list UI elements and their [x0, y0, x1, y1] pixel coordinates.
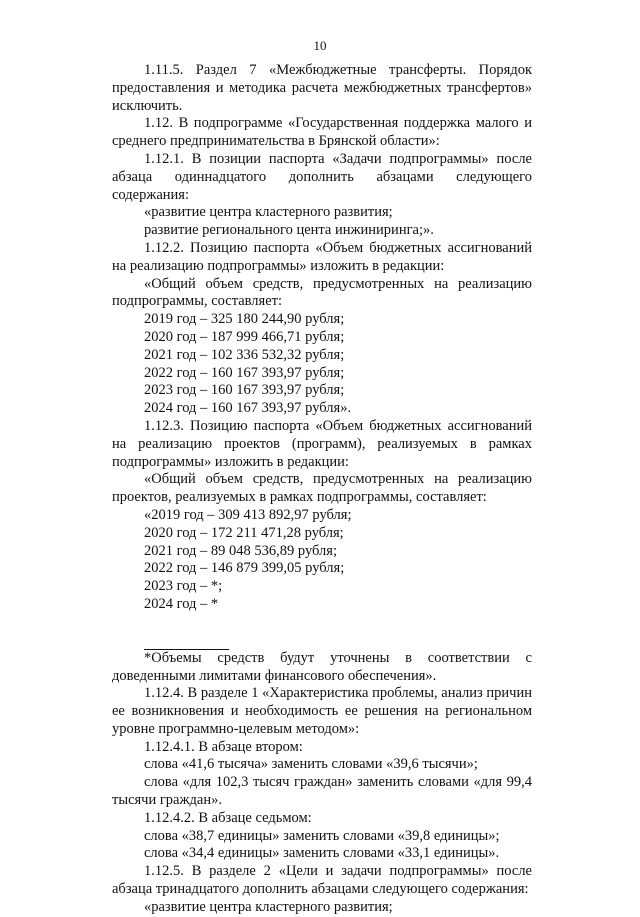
- paragraph: «2019 год – 309 413 892,97 рубля;: [144, 506, 352, 523]
- paragraph: 2020 год – 172 211 471,28 рубля;: [144, 524, 344, 541]
- paragraph: «Общий объем средств, предусмотренных на реализацию подпрограммы, составляет:: [112, 275, 532, 310]
- paragraph: 1.12.5. В разделе 2 «Цели и задачи подпрограммы» после абзаца тринадцатого дополнить абзацами следующего содержания:: [112, 863, 532, 898]
- page-number: 10: [313, 38, 327, 53]
- paragraph: 2023 год – 160 167 393,97 рубля;: [144, 382, 345, 399]
- paragraph: развитие регионального цента инжиниринга;».: [144, 222, 434, 239]
- paragraph: 1.12. В подпрограмме «Государственная поддержка малого и среднего предпринимательства в Брянской области»:: [112, 115, 532, 150]
- paragraph: «развитие центра кластерного развития;: [144, 204, 393, 221]
- paragraph: 1.11.5. Раздел 7 «Межбюджетные трансферты. Порядок предоставления и методика расчета межбюджетных трансфертов» исключить.: [112, 62, 532, 114]
- paragraph: 2022 год – 160 167 393,97 рубля;: [144, 364, 345, 381]
- paragraph: 1.12.3. Позицию паспорта «Объем бюджетных ассигнований на реализацию проектов (программ), реализуемых в рамках подпрограммы» изложить в редакции:: [112, 417, 532, 470]
- paragraph: *Объемы средств будут уточнены в соответствии с доведенными лимитами финансового обеспечения».: [112, 649, 532, 684]
- paragraph: 2021 год – 89 048 536,89 рубля;: [144, 542, 337, 559]
- paragraph: 1.12.4.2. В абзаце седьмом:: [144, 809, 312, 826]
- paragraph: слова «для 102,3 тысяч граждан» заменить словами «для 99,4 тысячи граждан».: [112, 774, 532, 809]
- paragraph: 2021 год – 102 336 532,32 рубля;: [144, 346, 345, 363]
- paragraph: «развитие центра кластерного развития;: [144, 898, 393, 915]
- paragraph: «Общий объем средств, предусмотренных на реализацию проектов, реализуемых в рамках подпрограммы, составляет:: [112, 471, 532, 506]
- paragraph: слова «41,6 тысяча» заменить словами «39,6 тысячи»;: [144, 756, 478, 773]
- paragraph: 2020 год – 187 999 466,71 рубля;: [144, 328, 345, 345]
- paragraph: 2022 год – 146 879 399,05 рубля;: [144, 560, 345, 577]
- paragraph: слова «34,4 единицы» заменить словами «33,1 единицы».: [144, 845, 500, 862]
- document-body: [112, 62, 532, 917]
- paragraph: 2024 год – *: [144, 595, 219, 612]
- paragraph: 2024 год – 160 167 393,97 рубля».: [144, 400, 352, 417]
- paragraph: 1.12.4. В разделе 1 «Характеристика проблемы, анализ причин ее возникновения и необходимость ее решения на региональном уровне программно-целевым методом»:: [112, 685, 532, 737]
- paragraph: 2023 год – *;: [144, 578, 223, 595]
- blank-line: [112, 614, 532, 631]
- paragraph: 1.12.1. В позиции паспорта «Задачи подпрограммы» после абзаца одиннадцатого дополнить абзацами следующего содержания:: [112, 150, 532, 203]
- paragraph: 1.12.4.1. В абзаце втором:: [144, 738, 303, 755]
- paragraph: 1.12.2. Позицию паспорта «Объем бюджетных ассигнований на реализацию подпрограммы» изложить в редакции:: [112, 239, 532, 274]
- paragraph: слова «38,7 единицы» заменить словами «39,8 единицы»;: [144, 827, 500, 844]
- paragraph: 2019 год – 325 180 244,90 рубля;: [144, 311, 345, 328]
